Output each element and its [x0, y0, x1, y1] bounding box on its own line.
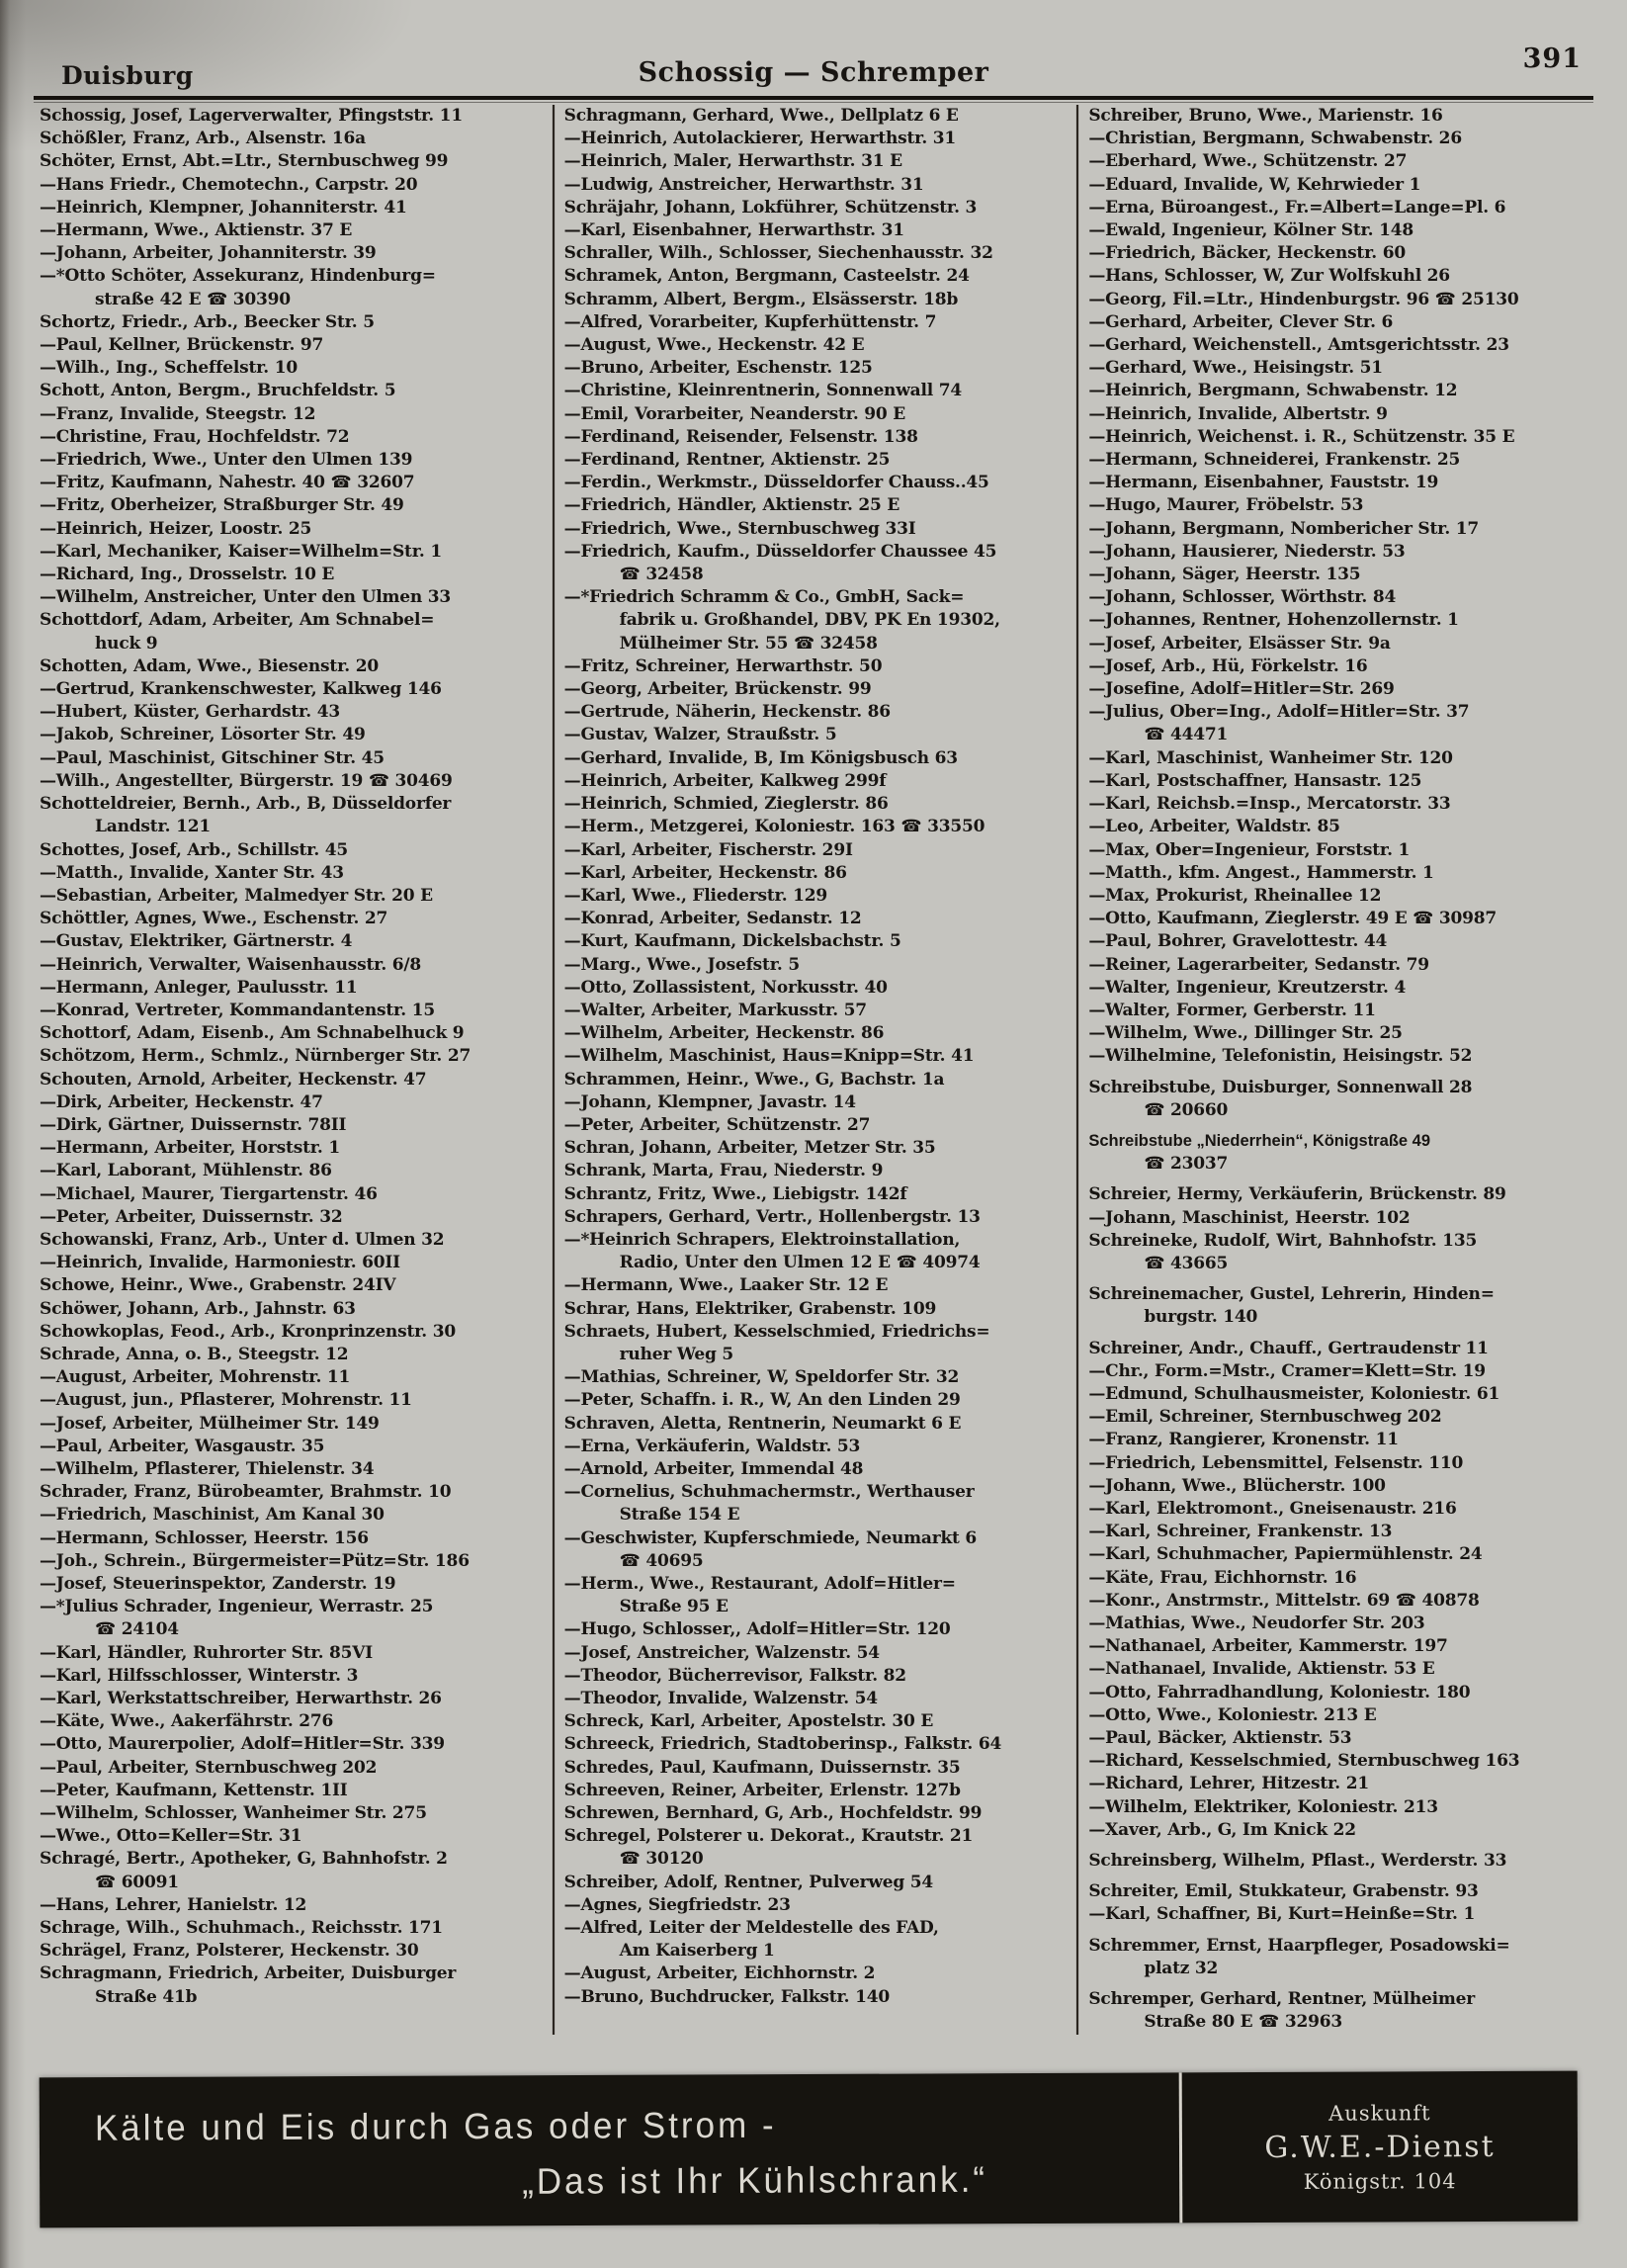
- directory-entry-line: —Gerhard, Arbeiter, Clever Str. 6: [1088, 311, 1394, 332]
- directory-entry-line: —Hermann, Wwe., Laaker Str. 12 E: [563, 1275, 889, 1296]
- directory-entry-line: —Chr., Form.=Mstr., Cramer=Klett=Str. 19: [1088, 1360, 1486, 1381]
- directory-entry-line: Schran, Johann, Arbeiter, Metzer Str. 35: [563, 1138, 936, 1159]
- directory-entry-line: ruher Weg 5: [619, 1344, 733, 1364]
- directory-entry-line: Schragmann, Gerhard, Wwe., Dellplatz 6 E: [563, 106, 959, 126]
- ad-headline: Kälte und Eis durch Gas oder Strom -: [94, 2105, 777, 2149]
- directory-entry-line: Schößler, Franz, Arb., Alsenstr. 16a: [40, 129, 366, 149]
- directory-entry-line: —Wilh., Angestellter, Bürgerstr. 19 ☎ 30469: [40, 770, 453, 791]
- directory-entry-line: —Otto, Fahrradhandlung, Koloniestr. 180: [1088, 1682, 1471, 1702]
- directory-entry-line: —Hans, Lehrer, Hanielstr. 12: [40, 1894, 307, 1915]
- directory-entry-line: —Nathanael, Invalide, Aktienstr. 53 E: [1088, 1659, 1435, 1680]
- directory-entry-line: —Käte, Frau, Eichhornstr. 16: [1088, 1567, 1357, 1588]
- directory-entry-line: —Max, Ober=Ingenieur, Forststr. 1: [1088, 839, 1411, 860]
- directory-entry-line: Schragé, Bertr., Apotheker, G, Bahnhofstr. 2: [40, 1849, 448, 1870]
- column-1: [36, 105, 547, 2035]
- directory-entry-line: —Wwe., Otto=Keller=Str. 31: [40, 1826, 302, 1847]
- directory-entry-line: Schraven, Aletta, Rentnerin, Neumarkt 6 E: [563, 1413, 962, 1434]
- directory-entry-line: —Friedrich, Händler, Aktienstr. 25 E: [563, 495, 900, 516]
- directory-entry-line: —Ewald, Ingenieur, Kölner Str. 148: [1088, 220, 1413, 241]
- directory-entry-line: —Hermann, Anleger, Paulusstr. 11: [40, 977, 358, 998]
- directory-entry-line: Schreeck, Friedrich, Stadtoberinsp., Falkstr. 64: [563, 1734, 1002, 1755]
- directory-entry-line: Schrader, Franz, Bürobeamter, Brahmstr. 10: [40, 1482, 452, 1503]
- directory-entry-line: Schreinsberg, Wilhelm, Pflast., Werderstr. 33: [1088, 1851, 1507, 1872]
- directory-entry-line: Schreiter, Emil, Stukkateur, Grabenstr. 93: [1088, 1881, 1479, 1902]
- directory-entry-line: —Johann, Schlosser, Wörthstr. 84: [1088, 587, 1397, 608]
- directory-entry-line: —Wilhelm, Anstreicher, Unter den Ulmen 33: [40, 587, 451, 608]
- directory-entry-line: —Karl, Maschinist, Wanheimer Str. 120: [1088, 747, 1453, 768]
- directory-entry-line: —Friedrich, Maschinist, Am Kanal 30: [40, 1505, 385, 1526]
- directory-entry-line: —Johann, Hausierer, Niederstr. 53: [1088, 541, 1406, 562]
- directory-entry-line: —Erna, Verkäuferin, Waldstr. 53: [563, 1436, 861, 1456]
- directory-entry-line: —Dirk, Gärtner, Duissernstr. 78II: [40, 1114, 347, 1135]
- directory-entry-line: —Georg, Fil.=Ltr., Hindenburgstr. 96 ☎ 25130: [1088, 289, 1519, 309]
- directory-entry-line: ☎ 30120: [619, 1849, 704, 1870]
- directory-entry-line: —Karl, Arbeiter, Heckenstr. 86: [563, 862, 847, 883]
- directory-entry-line: Schreiber, Adolf, Rentner, Pulverweg 54: [563, 1872, 934, 1892]
- directory-entry-line: —Joh., Schrein., Bürgermeister=Pütz=Str. 186: [40, 1550, 470, 1571]
- directory-columns: [36, 105, 1595, 2035]
- directory-entry-line: —Richard, Lehrer, Hitzestr. 21: [1088, 1774, 1369, 1794]
- directory-entry-line: Schregel, Polsterer u. Dekorat., Krautstr. 21: [563, 1826, 974, 1847]
- directory-entry-line: —Gerhard, Wwe., Heisingstr. 51: [1088, 358, 1383, 379]
- directory-entry-line: —Mathias, Wwe., Neudorfer Str. 203: [1088, 1614, 1425, 1633]
- directory-entry-line: —Ferdinand, Reisender, Felsenstr. 138: [563, 426, 918, 447]
- directory-entry-line: —Wilhelm, Wwe., Dillinger Str. 25: [1088, 1023, 1403, 1044]
- directory-entry-line: —Fritz, Schreiner, Herwarthstr. 50: [563, 655, 883, 676]
- ad-slogan: „Das ist Ihr Kühlschrank.“: [522, 2159, 988, 2203]
- directory-entry-line: Schöttler, Agnes, Wwe., Eschenstr. 27: [40, 909, 388, 929]
- directory-entry-line: —Paul, Kellner, Brückenstr. 97: [40, 335, 324, 356]
- directory-entry-line: —Peter, Schaffn. i. R., W, An den Linden 29: [563, 1390, 961, 1411]
- directory-entry-line: Am Kaiserberg 1: [619, 1941, 775, 1962]
- directory-entry-line: —August, Arbeiter, Mohrenstr. 11: [40, 1367, 351, 1388]
- directory-entry-line: —Matth., kfm. Angest., Hammerstr. 1: [1088, 862, 1434, 883]
- directory-entry-line: ☎ 23037: [1144, 1154, 1229, 1175]
- directory-entry-line: —Karl, Reichsb.=Insp., Mercatorstr. 33: [1088, 794, 1451, 815]
- directory-entry-line: —Matth., Invalide, Xanter Str. 43: [40, 862, 344, 883]
- directory-entry-line: Schrapers, Gerhard, Vertr., Hollenbergstr. 13: [563, 1206, 981, 1227]
- directory-entry-line: —Georg, Arbeiter, Brückenstr. 99: [563, 679, 872, 700]
- directory-entry-line: —Peter, Kaufmann, Kettenstr. 1II: [40, 1780, 348, 1800]
- directory-entry-line: —Hermann, Wwe., Aktienstr. 37 E: [40, 220, 353, 241]
- directory-entry-line: —Wilhelmine, Telefonistin, Heisingstr. 52: [1088, 1046, 1473, 1067]
- page-number: 391: [1522, 44, 1582, 74]
- directory-entry-line: —Edmund, Schulhausmeister, Koloniestr. 61: [1088, 1383, 1500, 1404]
- directory-entry-line: —Theodor, Invalide, Walzenstr. 54: [563, 1689, 878, 1709]
- directory-entry-line: —Josef, Arb., Hü, Förkelstr. 16: [1088, 655, 1368, 676]
- directory-entry-line: Schreck, Karl, Arbeiter, Apostelstr. 30 E: [563, 1711, 934, 1732]
- directory-entry-line: —Leo, Arbeiter, Waldstr. 85: [1088, 817, 1340, 837]
- directory-entry-line: Schossig, Josef, Lagerverwalter, Pfingststr. 11: [40, 106, 463, 126]
- directory-entry-line: —Richard, Kesselschmied, Sternbuschweg 163: [1088, 1751, 1520, 1772]
- directory-entry-line: —Alfred, Leiter der Meldestelle des FAD,: [563, 1918, 939, 1939]
- directory-entry-line: Landstr. 121: [95, 817, 211, 837]
- directory-entry-line: —Peter, Arbeiter, Schützenstr. 27: [563, 1114, 871, 1135]
- directory-entry-line: Schotteldreier, Bernh., Arb., B, Düsseldorfer: [40, 794, 452, 815]
- directory-entry-line: —Käte, Wwe., Aakerfährstr. 276: [40, 1711, 334, 1732]
- directory-entry-line: —Wilhelm, Elektriker, Koloniestr. 213: [1088, 1796, 1438, 1817]
- directory-entry-line: —Friedrich, Wwe., Unter den Ulmen 139: [40, 450, 413, 471]
- directory-entry-line: —Sebastian, Arbeiter, Malmedyer Str. 20 E: [40, 885, 433, 906]
- directory-entry-line: Schraller, Wilh., Schlosser, Siechenhausstr. 32: [563, 243, 993, 264]
- directory-entry-line: —Fritz, Oberheizer, Straßburger Str. 49: [40, 495, 404, 516]
- directory-entry-line: Schramek, Anton, Bergmann, Casteelstr. 24: [563, 266, 970, 287]
- directory-entry-line: —*Heinrich Schrapers, Elektroinstallation,: [563, 1229, 961, 1250]
- directory-entry-line: Schotten, Adam, Wwe., Biesenstr. 20: [40, 655, 379, 676]
- directory-entry-line: Schreeven, Reiner, Arbeiter, Erlenstr. 127b: [563, 1780, 961, 1800]
- directory-entry-line: —Christine, Frau, Hochfeldstr. 72: [40, 426, 350, 447]
- directory-entry-line: —Josefine, Adolf=Hitler=Str. 269: [1088, 679, 1395, 700]
- directory-entry-line: —Karl, Werkstattschreiber, Herwarthstr. 26: [40, 1689, 442, 1709]
- ad-left-panel: [40, 2072, 1180, 2227]
- directory-entry-line: Schremper, Gerhard, Rentner, Mülheimer: [1088, 1989, 1476, 2010]
- directory-entry-line: —Heinrich, Invalide, Albertstr. 9: [1088, 403, 1388, 424]
- directory-entry-line: —Paul, Arbeiter, Sternbuschweg 202: [40, 1757, 378, 1778]
- directory-entry-line: Schouten, Arnold, Arbeiter, Heckenstr. 47: [40, 1069, 427, 1090]
- directory-entry-line: —Ferdin., Werkmstr., Düsseldorfer Chauss..45: [563, 473, 989, 493]
- directory-entry-line: —Geschwister, Kupferschmiede, Neumarkt 6: [563, 1527, 978, 1548]
- directory-entry-line: —Karl, Mechaniker, Kaiser=Wilhelm=Str. 1: [40, 541, 442, 562]
- directory-entry-line: —Hermann, Schlosser, Heerstr. 156: [40, 1527, 369, 1548]
- directory-entry-line: —Christian, Bergmann, Schwabenstr. 26: [1088, 129, 1462, 149]
- directory-entry-line: Schreineke, Rudolf, Wirt, Bahnhofstr. 135: [1088, 1230, 1478, 1251]
- directory-entry-line: Schott, Anton, Bergm., Bruchfeldstr. 5: [40, 381, 396, 401]
- directory-entry-line: —Heinrich, Bergmann, Schwabenstr. 12: [1088, 381, 1458, 401]
- directory-entry-line: —Friedrich, Lebensmittel, Felsenstr. 110: [1088, 1452, 1464, 1473]
- directory-entry-line: —Alfred, Vorarbeiter, Kupferhüttenstr. 7: [563, 311, 937, 332]
- directory-entry-line: —Eberhard, Wwe., Schützenstr. 27: [1088, 151, 1408, 172]
- directory-entry-line: Schottdorf, Adam, Arbeiter, Am Schnabel=: [40, 610, 435, 631]
- directory-entry-line: —Johannes, Rentner, Hohenzollernstr. 1: [1088, 610, 1459, 631]
- directory-entry-line: —Eduard, Invalide, W, Kehrwieder 1: [1088, 174, 1421, 195]
- directory-entry-line: —Heinrich, Invalide, Harmoniestr. 60II: [40, 1253, 400, 1273]
- directory-entry-line: —Heinrich, Maler, Herwarthstr. 31 E: [563, 151, 902, 172]
- directory-entry-line: Radio, Unter den Ulmen 12 E ☎ 40974: [619, 1253, 981, 1273]
- directory-entry-line: —*Julius Schrader, Ingenieur, Werrastr. 25: [40, 1597, 434, 1617]
- directory-entry-line: ☎ 24104: [95, 1619, 179, 1640]
- directory-entry-line: —Johann, Wwe., Blücherstr. 100: [1088, 1475, 1386, 1496]
- directory-entry-line: —Wilh., Ing., Scheffelstr. 10: [40, 358, 298, 379]
- directory-entry-line: —Franz, Invalide, Steegstr. 12: [40, 403, 316, 424]
- directory-entry-line: Schramm, Albert, Bergm., Elsässerstr. 18b: [563, 289, 959, 309]
- directory-entry-line: —Hugo, Maurer, Fröbelstr. 53: [1088, 495, 1364, 516]
- directory-entry-line: Schragmann, Friedrich, Arbeiter, Duisburger: [40, 1963, 457, 1984]
- directory-entry-line: Schottorf, Adam, Eisenb., Am Schnabelhuck 9: [40, 1023, 465, 1044]
- directory-entry-line: —Erna, Büroangest., Fr.=Albert=Lange=Pl. 6: [1088, 197, 1506, 218]
- directory-entry-line: Straße 41b: [95, 1986, 198, 2007]
- directory-entry-line: —Paul, Bäcker, Aktienstr. 53: [1088, 1728, 1352, 1749]
- directory-entry-line: —Konrad, Vertreter, Kommandantenstr. 15: [40, 1000, 435, 1020]
- directory-entry-line: —Bruno, Buchdrucker, Falkstr. 140: [563, 1986, 890, 2007]
- directory-entry-line: —Peter, Arbeiter, Duissernstr. 32: [40, 1206, 343, 1227]
- directory-entry-line: Schraets, Hubert, Kesselschmied, Friedrichs=: [563, 1321, 990, 1342]
- directory-entry-line: —Mathias, Schreiner, W, Speldorfer Str. 32: [563, 1367, 960, 1388]
- directory-entry-line: Mülheimer Str. 55 ☎ 32458: [619, 633, 878, 654]
- directory-entry-line: —August, Wwe., Heckenstr. 42 E: [563, 335, 865, 356]
- directory-entry-line: —Karl, Schaffner, Bi, Kurt=Heinße=Str. 1: [1088, 1904, 1476, 1925]
- directory-entry-line: Schräjahr, Johann, Lokführer, Schützenstr. 3: [563, 197, 978, 218]
- directory-entry-line: —Josef, Arbeiter, Mülheimer Str. 149: [40, 1413, 380, 1434]
- column-divider: [553, 105, 555, 2035]
- directory-entry-line: Straße 95 E: [619, 1597, 728, 1617]
- directory-entry-line: —Hermann, Arbeiter, Horststr. 1: [40, 1138, 340, 1159]
- directory-entry-line: —Max, Prokurist, Rheinallee 12: [1088, 885, 1382, 906]
- directory-entry-line: —Emil, Vorarbeiter, Neanderstr. 90 E: [563, 403, 906, 424]
- directory-entry-line: —Heinrich, Schmied, Zieglerstr. 86: [563, 794, 889, 815]
- column-2: [560, 105, 1071, 2035]
- directory-entry-line: —Heinrich, Arbeiter, Kalkweg 299f: [563, 770, 887, 791]
- directory-entry-line: platz 32: [1144, 1958, 1219, 1978]
- directory-entry-line: —Karl, Schuhmacher, Papiermühlenstr. 24: [1088, 1544, 1483, 1565]
- directory-entry-line: —Wilhelm, Maschinist, Haus=Knipp=Str. 41: [563, 1046, 975, 1067]
- directory-entry-line: ☎ 40695: [619, 1550, 704, 1571]
- directory-entry-line: —Heinrich, Weichenst. i. R., Schützenstr. 35 E: [1088, 426, 1515, 447]
- header-rule: [34, 96, 1593, 100]
- ad-address: Königstr. 104: [1303, 2168, 1457, 2194]
- directory-entry-line: —Hermann, Schneiderei, Frankenstr. 25: [1088, 450, 1461, 471]
- directory-entry-line: —Arnold, Arbeiter, Immendal 48: [563, 1458, 864, 1479]
- directory-entry-line: —Herm., Metzgerei, Koloniestr. 163 ☎ 33550: [563, 817, 985, 837]
- directory-entry-line: —Theodor, Bücherrevisor, Falkstr. 82: [563, 1665, 906, 1686]
- ad-right-panel: [1182, 2071, 1579, 2224]
- directory-entry-line: —Hans, Schlosser, W, Zur Wolfskuhl 26: [1088, 266, 1450, 287]
- header-name-range: Schossig — Schremper: [638, 57, 989, 88]
- directory-entry-line: —*Friedrich Schramm & Co., GmbH, Sack=: [563, 587, 965, 608]
- directory-entry-line: huck 9: [95, 633, 158, 654]
- directory-entry-line: Schrammen, Heinr., Wwe., G, Bachstr. 1a: [563, 1069, 945, 1090]
- directory-entry-line: —Friedrich, Kaufm., Düsseldorfer Chaussee 45: [563, 541, 997, 562]
- directory-entry-line: —Fritz, Kaufmann, Nahestr. 40 ☎ 32607: [40, 473, 415, 493]
- directory-entry-line: —Josef, Steuerinspektor, Zanderstr. 19: [40, 1574, 396, 1594]
- directory-entry-line: Straße 80 E ☎ 32963: [1144, 2012, 1342, 2033]
- directory-entry-line: —August, jun., Pflasterer, Mohrenstr. 11: [40, 1390, 412, 1411]
- directory-entry-line: —Otto, Zollassistent, Norkusstr. 40: [563, 977, 888, 998]
- directory-entry-line: —Cornelius, Schuhmachermstr., Werthauser: [563, 1482, 975, 1503]
- advertisement: [40, 2071, 1579, 2228]
- directory-entry-line: —Walter, Ingenieur, Kreutzerstr. 4: [1088, 977, 1407, 998]
- directory-entry-line: ☎ 43665: [1144, 1253, 1229, 1273]
- directory-entry-line: fabrik u. Großhandel, DBV, PK En 19302,: [619, 610, 1000, 631]
- directory-entry-line: —Gerhard, Weichenstell., Amtsgerichtsstr. 23: [1088, 335, 1509, 356]
- directory-entry-line: —Paul, Maschinist, Gitschiner Str. 45: [40, 747, 385, 768]
- directory-entry-line: —Walter, Former, Gerberstr. 11: [1088, 1000, 1376, 1020]
- directory-entry-line: Schrage, Wilh., Schuhmach., Reichsstr. 171: [40, 1918, 443, 1939]
- directory-entry-line: Schowe, Heinr., Wwe., Grabenstr. 24IV: [40, 1275, 396, 1296]
- directory-entry-line: Straße 154 E: [619, 1505, 740, 1526]
- directory-entry-line: —Walter, Arbeiter, Markusstr. 57: [563, 1000, 867, 1020]
- directory-entry-line: —*Otto Schöter, Assekuranz, Hindenburg=: [40, 266, 436, 287]
- directory-entry-line: —Paul, Arbeiter, Wasgaustr. 35: [40, 1436, 325, 1456]
- directory-entry-line: ☎ 32458: [619, 565, 704, 585]
- ad-info-label: Auskunft: [1328, 2100, 1431, 2126]
- directory-entry-line: Schreiber, Bruno, Wwe., Marienstr. 16: [1088, 106, 1443, 126]
- directory-entry-line: —Richard, Ing., Drosselstr. 10 E: [40, 565, 335, 585]
- directory-entry-line: —Karl, Laborant, Mühlenstr. 86: [40, 1161, 332, 1181]
- directory-entry-line: —Josef, Arbeiter, Elsässer Str. 9a: [1088, 633, 1391, 654]
- directory-entry-line: —Karl, Hilfsschlosser, Winterstr. 3: [40, 1665, 359, 1686]
- directory-entry-line: —Dirk, Arbeiter, Heckenstr. 47: [40, 1091, 323, 1112]
- directory-entry-line: —Karl, Händler, Ruhrorter Str. 85VI: [40, 1642, 374, 1663]
- directory-entry-line: —Reiner, Lagerarbeiter, Sedanstr. 79: [1088, 954, 1429, 975]
- directory-entry-line: —Xaver, Arb., G, Im Knick 22: [1088, 1819, 1356, 1840]
- directory-entry-line: ☎ 44471: [1144, 725, 1229, 745]
- directory-entry-line: —Johann, Bergmann, Nombericher Str. 17: [1088, 518, 1480, 539]
- directory-entry-line: Schrank, Marta, Frau, Niederstr. 9: [563, 1161, 884, 1181]
- directory-entry-line: —Konrad, Arbeiter, Sedanstr. 12: [563, 909, 862, 929]
- directory-entry-line: —Heinrich, Klempner, Johanniterstr. 41: [40, 197, 407, 218]
- directory-entry-line: Schowanski, Franz, Arb., Unter d. Ulmen 32: [40, 1229, 445, 1250]
- directory-entry-line: —Karl, Schreiner, Frankenstr. 13: [1088, 1522, 1393, 1542]
- directory-entry-line: —Otto, Wwe., Koloniestr. 213 E: [1088, 1704, 1377, 1725]
- directory-entry-line: Schrantz, Fritz, Wwe., Liebigstr. 142f: [563, 1183, 907, 1204]
- directory-entry-line: —Heinrich, Heizer, Loostr. 25: [40, 518, 312, 539]
- header-city: Duisburg: [61, 61, 194, 90]
- directory-entry-line: ☎ 60091: [95, 1872, 179, 1892]
- directory-entry-line: —Konr., Anstrmstr., Mittelstr. 69 ☎ 40878: [1088, 1590, 1480, 1611]
- directory-entry-line: —Karl, Arbeiter, Fischerstr. 29I: [563, 839, 853, 860]
- directory-entry-line: —Johann, Maschinist, Heerstr. 102: [1088, 1207, 1411, 1228]
- directory-entry-line: straße 42 E ☎ 30390: [95, 289, 291, 309]
- directory-entry-line: —Heinrich, Autolackierer, Herwarthstr. 31: [563, 129, 957, 149]
- directory-entry-line: —Ferdinand, Rentner, Aktienstr. 25: [563, 450, 891, 471]
- directory-entry-line: —Friedrich, Bäcker, Heckenstr. 60: [1088, 243, 1406, 264]
- directory-entry-line: Schredes, Paul, Kaufmann, Duissernstr. 35: [563, 1757, 961, 1778]
- directory-entry-line: Schöwer, Johann, Arb., Jahnstr. 63: [40, 1298, 356, 1319]
- directory-entry-bold: Schreibstube „Niederrhein“, Königstraße 49: [1088, 1131, 1431, 1150]
- directory-entry-line: —Marg., Wwe., Josefstr. 5: [563, 954, 800, 975]
- directory-entry-line: —Emil, Schreiner, Sternbuschweg 202: [1088, 1407, 1442, 1428]
- directory-entry-line: —Karl, Postschaffner, Hansastr. 125: [1088, 770, 1422, 791]
- directory-entry-line: ☎ 20660: [1144, 1099, 1229, 1120]
- directory-entry-line: —Herm., Wwe., Restaurant, Adolf=Hitler=: [563, 1574, 956, 1594]
- directory-entry-line: —Otto, Maurerpolier, Adolf=Hitler=Str. 339: [40, 1734, 445, 1755]
- directory-entry-line: —Wilhelm, Pflasterer, Thielenstr. 34: [40, 1458, 375, 1479]
- directory-entry-line: —Friedrich, Wwe., Sternbuschweg 33I: [563, 518, 916, 539]
- directory-entry-line: —Karl, Wwe., Fliederstr. 129: [563, 885, 828, 906]
- directory-entry-line: —Gustav, Walzer, Straußstr. 5: [563, 725, 837, 745]
- directory-entry-line: —Johann, Klempner, Javastr. 14: [563, 1091, 856, 1112]
- directory-entry-line: —Karl, Eisenbahner, Herwarthstr. 31: [563, 220, 904, 241]
- directory-entry-line: —Heinrich, Verwalter, Waisenhausstr. 6/8: [40, 954, 422, 975]
- directory-entry-line: —Agnes, Siegfriedstr. 23: [563, 1894, 791, 1915]
- directory-entry-line: —Paul, Bohrer, Gravelottestr. 44: [1088, 931, 1388, 952]
- directory-entry-line: —Jakob, Schreiner, Lösorter Str. 49: [40, 725, 366, 745]
- directory-entry-line: —Hans Friedr., Chemotechn., Carpstr. 20: [40, 174, 418, 195]
- ad-brand: G.W.E.-Dienst: [1264, 2129, 1496, 2165]
- directory-entry-line: Schremmer, Ernst, Haarpfleger, Posadowski=: [1088, 1935, 1510, 1956]
- directory-entry-line: —Wilhelm, Schlosser, Wanheimer Str. 275: [40, 1803, 427, 1824]
- column-3: [1084, 105, 1595, 2035]
- directory-entry-line: —Ludwig, Anstreicher, Herwarthstr. 31: [563, 174, 924, 195]
- directory-entry-line: —Hugo, Schlosser,, Adolf=Hitler=Str. 120: [563, 1619, 951, 1640]
- directory-entry-line: —Gerhard, Invalide, B, Im Königsbusch 63: [563, 747, 958, 768]
- directory-entry-line: Schreinemacher, Gustel, Lehrerin, Hinden=: [1088, 1284, 1495, 1305]
- directory-entry-line: —Nathanael, Arbeiter, Kammerstr. 197: [1088, 1636, 1448, 1657]
- directory-entry-line: Schowkoplas, Feod., Arb., Kronprinzenstr. 30: [40, 1321, 457, 1342]
- directory-entry-line: Schreibstube, Duisburger, Sonnenwall 28: [1088, 1077, 1473, 1097]
- directory-entry-line: —Franz, Rangierer, Kronenstr. 11: [1088, 1430, 1399, 1450]
- column-divider: [1076, 105, 1078, 2035]
- directory-entry-line: —Gertrud, Krankenschwester, Kalkweg 146: [40, 679, 442, 700]
- directory-entry-line: —Christine, Kleinrentnerin, Sonnenwall 74: [563, 381, 962, 401]
- directory-entry-line: Schöter, Ernst, Abt.=Ltr., Sternbuschweg 99: [40, 151, 449, 172]
- directory-entry-line: —Johann, Arbeiter, Johanniterstr. 39: [40, 243, 377, 264]
- directory-entry-line: Schreier, Hermy, Verkäuferin, Brückenstr. 89: [1088, 1184, 1506, 1205]
- directory-entry-line: Schottes, Josef, Arb., Schillstr. 45: [40, 839, 349, 860]
- directory-entry-line: Schreiner, Andr., Chauff., Gertraudenstr 11: [1088, 1338, 1489, 1358]
- directory-entry-line: —Hubert, Küster, Gerhardstr. 43: [40, 702, 340, 723]
- directory-entry-line: Schrägel, Franz, Polsterer, Heckenstr. 30: [40, 1941, 419, 1962]
- directory-entry-line: —August, Arbeiter, Eichhornstr. 2: [563, 1963, 876, 1984]
- directory-entry-line: —Wilhelm, Arbeiter, Heckenstr. 86: [563, 1023, 885, 1044]
- directory-entry-line: —Gertrude, Näherin, Heckenstr. 86: [563, 702, 891, 723]
- directory-entry-line: Schrewen, Bernhard, G, Arb., Hochfeldstr. 99: [563, 1803, 983, 1824]
- directory-entry-line: —Julius, Ober=Ing., Adolf=Hitler=Str. 37: [1088, 702, 1470, 723]
- directory-entry-line: —Bruno, Arbeiter, Eschenstr. 125: [563, 358, 873, 379]
- directory-entry-line: —Gustav, Elektriker, Gärtnerstr. 4: [40, 931, 353, 952]
- directory-entry-line: Schrade, Anna, o. B., Steegstr. 12: [40, 1344, 349, 1364]
- directory-entry-line: burgstr. 140: [1144, 1307, 1258, 1328]
- directory-entry-line: —Karl, Elektromont., Gneisenaustr. 216: [1088, 1498, 1457, 1519]
- directory-entry-line: —Michael, Maurer, Tiergartenstr. 46: [40, 1183, 378, 1204]
- directory-entry-line: —Hermann, Eisenbahner, Fauststr. 19: [1088, 473, 1439, 493]
- directory-entry-line: —Otto, Kaufmann, Zieglerstr. 49 E ☎ 30987: [1088, 909, 1498, 929]
- directory-entry-line: —Josef, Anstreicher, Walzenstr. 54: [563, 1642, 880, 1663]
- directory-entry-line: Schortz, Friedr., Arb., Beecker Str. 5: [40, 311, 375, 332]
- directory-entry-line: —Johann, Säger, Heerstr. 135: [1088, 565, 1361, 585]
- directory-entry-line: Schötzom, Herm., Schmlz., Nürnberger Str. 27: [40, 1046, 471, 1067]
- directory-entry-line: —Kurt, Kaufmann, Dickelsbachstr. 5: [563, 931, 901, 952]
- directory-entry-line: Schrar, Hans, Elektriker, Grabenstr. 109: [563, 1298, 937, 1319]
